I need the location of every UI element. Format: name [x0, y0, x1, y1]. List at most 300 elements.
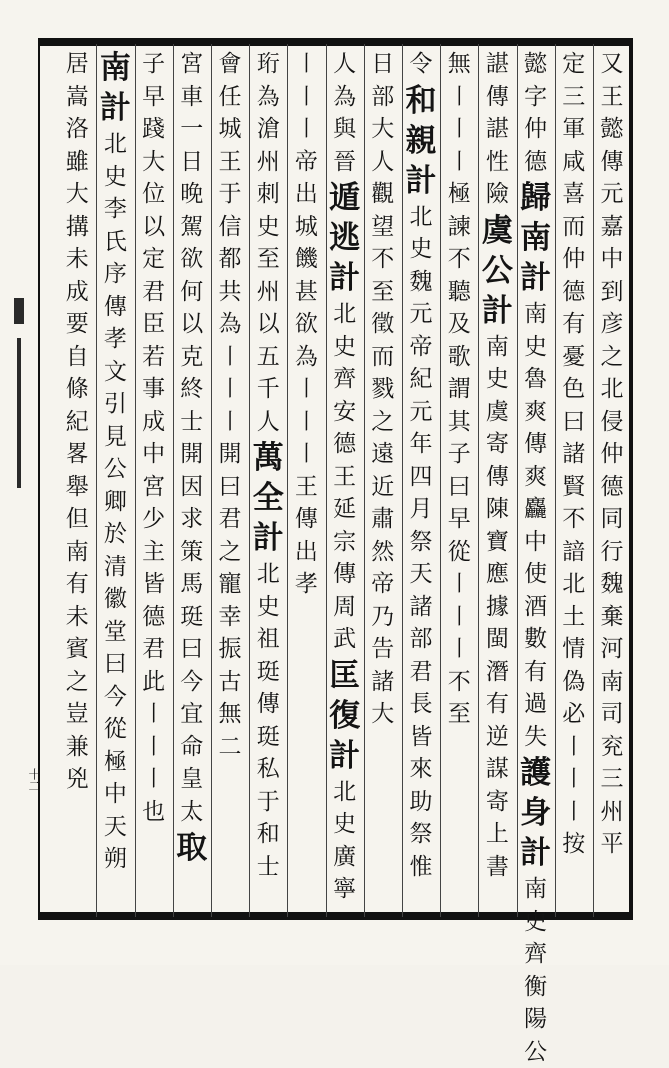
text-char: 而 [371, 341, 394, 374]
text-char: 宮 [180, 48, 203, 81]
text-char: 據 [486, 591, 509, 624]
text-char: 德 [524, 146, 547, 179]
text-char: 兇 [66, 763, 89, 796]
text-char: 曰 [180, 633, 203, 666]
column-rule [593, 44, 594, 917]
text-column [140, 48, 168, 913]
text-char: 謀 [486, 753, 509, 786]
text-char: 史 [104, 161, 127, 194]
text-char: 北 [104, 128, 127, 161]
text-char: 告 [371, 633, 394, 666]
text-char: 助 [410, 786, 433, 819]
text-char: 過 [524, 688, 547, 721]
text-char: 城 [219, 113, 242, 146]
text-char: 乃 [371, 601, 394, 634]
text-char: 北 [410, 201, 433, 234]
text-char: 月 [410, 493, 433, 526]
text-char: 終 [180, 373, 203, 406]
text-char: 陳 [486, 493, 509, 526]
text-char: 有 [66, 568, 89, 601]
text-char: 事 [142, 373, 165, 406]
text-column [560, 48, 588, 913]
text-char: 史 [257, 211, 280, 244]
text-char: 都 [219, 243, 242, 276]
text-char: 孝 [295, 568, 318, 601]
margin-mark [14, 298, 24, 324]
text-char: 傳 [333, 558, 356, 591]
text-char: 其 [448, 406, 471, 439]
text-char: 侵 [601, 406, 624, 439]
text-char: 南 [486, 331, 509, 364]
text-char: 四 [410, 461, 433, 494]
column-rule [249, 44, 250, 917]
text-char: 傳 [257, 688, 280, 721]
text-char: 仲 [601, 438, 624, 471]
text-char: 元 [410, 396, 433, 429]
text-char: 宮 [142, 471, 165, 504]
text-char: 堂 [104, 616, 127, 649]
text-char: 周 [333, 591, 356, 624]
text-char: 及 [448, 308, 471, 341]
text-char: 未 [66, 243, 89, 276]
text-char: 必 [562, 698, 585, 731]
text-char: 位 [142, 178, 165, 211]
text-char: 甚 [295, 276, 318, 309]
text-char: 南 [601, 666, 624, 699]
text-char: 〡 [562, 763, 585, 796]
text-char: 定 [142, 243, 165, 276]
text-char: 憂 [562, 341, 585, 374]
text-char: 廣 [333, 841, 356, 874]
text-char: 至 [371, 276, 394, 309]
text-char: 傳 [295, 503, 318, 536]
text-char: 曰 [219, 471, 242, 504]
text-char: 魯 [524, 363, 547, 396]
text-char: 舉 [66, 471, 89, 504]
text-char: 陽 [524, 1003, 547, 1036]
text-column [216, 48, 244, 913]
text-char: 引 [104, 388, 127, 421]
text-char: 君 [410, 656, 433, 689]
text-char: 兼 [66, 731, 89, 764]
text-char: 紀 [410, 363, 433, 396]
text-char: 元 [601, 178, 624, 211]
text-char: 曰 [562, 406, 585, 439]
text-char: 諫 [448, 211, 471, 244]
text-char: 駕 [180, 211, 203, 244]
headword-char: 和 [406, 81, 437, 121]
text-char: 近 [371, 471, 394, 504]
text-char: 帝 [295, 146, 318, 179]
text-char: 中 [142, 438, 165, 471]
text-char: 孝 [104, 323, 127, 356]
text-char: 公 [524, 1036, 547, 1068]
text-char: 為 [257, 81, 280, 114]
text-char: 以 [180, 308, 203, 341]
text-char: 〡 [219, 373, 242, 406]
text-char: 宜 [180, 698, 203, 731]
text-char: 主 [142, 536, 165, 569]
text-char: 君 [219, 503, 242, 536]
text-char: 祖 [257, 623, 280, 656]
text-column [522, 48, 550, 913]
text-char: 中 [601, 243, 624, 276]
text-char: 自 [66, 341, 89, 374]
text-char: 河 [601, 633, 624, 666]
text-char: 閩 [486, 623, 509, 656]
text-char: 車 [180, 81, 203, 114]
text-char: 棄 [601, 601, 624, 634]
text-char: 日 [180, 146, 203, 179]
text-char: 〡 [295, 373, 318, 406]
text-char: 人 [333, 48, 356, 81]
text-char: 早 [448, 503, 471, 536]
text-char: 朔 [104, 843, 127, 876]
text-char: 有 [562, 308, 585, 341]
text-char: 德 [333, 428, 356, 461]
text-column [369, 48, 397, 913]
text-char: 州 [257, 276, 280, 309]
text-char: 于 [219, 178, 242, 211]
text-char: 至 [448, 698, 471, 731]
text-char: 北 [562, 568, 585, 601]
text-char: 於 [104, 518, 127, 551]
headword-char: 取 [176, 828, 207, 868]
text-char: 南 [524, 873, 547, 906]
text-char: 帝 [371, 568, 394, 601]
text-char: 士 [257, 851, 280, 884]
text-char: 饑 [295, 243, 318, 276]
text-char: 會 [219, 48, 242, 81]
text-char: 寵 [219, 568, 242, 601]
text-char: 不 [371, 243, 394, 276]
text-char: 從 [104, 713, 127, 746]
headword-char: 虞 [482, 211, 513, 251]
text-char: 傳 [601, 146, 624, 179]
text-char: 士 [180, 406, 203, 439]
text-char: 偽 [562, 666, 585, 699]
text-char: 任 [219, 81, 242, 114]
text-char: 史 [333, 331, 356, 364]
text-char: 諸 [371, 666, 394, 699]
column-rule [364, 44, 365, 917]
text-char: 至 [257, 243, 280, 276]
text-char: 欲 [295, 308, 318, 341]
text-char: 皆 [142, 568, 165, 601]
text-char: 寄 [486, 428, 509, 461]
text-char: 策 [180, 536, 203, 569]
text-char: 德 [601, 471, 624, 504]
headword-char: 南 [100, 48, 131, 88]
column-rule [173, 44, 174, 917]
text-column [483, 48, 511, 913]
text-char: 求 [180, 503, 203, 536]
text-char: 肅 [371, 503, 394, 536]
text-char: 上 [486, 818, 509, 851]
text-char: 曰 [448, 471, 471, 504]
text-char: 子 [448, 438, 471, 471]
text-char: 王 [601, 81, 624, 114]
text-column [292, 48, 320, 913]
text-char: 君 [142, 633, 165, 666]
text-char: 酒 [524, 591, 547, 624]
text-char: 〡 [448, 113, 471, 146]
text-char: 君 [142, 276, 165, 309]
headword-char: 匡 [329, 656, 360, 696]
text-char: 之 [219, 536, 242, 569]
headword-char: 計 [406, 161, 437, 201]
text-char: 珽 [257, 656, 280, 689]
text-char: 〡 [448, 601, 471, 634]
text-char: 要 [66, 308, 89, 341]
text-char: 而 [562, 211, 585, 244]
text-char: 傳 [524, 428, 547, 461]
text-char: 情 [562, 633, 585, 666]
text-char: 出 [295, 178, 318, 211]
text-char: 為 [333, 81, 356, 114]
text-char: 之 [601, 341, 624, 374]
column-rule [440, 44, 441, 917]
text-char: 祭 [410, 526, 433, 559]
text-char: 畧 [66, 438, 89, 471]
text-char: 克 [180, 341, 203, 374]
text-char: 城 [295, 211, 318, 244]
text-char: 齊 [333, 363, 356, 396]
text-char: 出 [295, 536, 318, 569]
text-char: 開 [219, 438, 242, 471]
text-char: 若 [142, 341, 165, 374]
text-char: 嵩 [66, 81, 89, 114]
text-char: 觀 [371, 178, 394, 211]
text-char: 使 [524, 558, 547, 591]
headword-char: 計 [329, 258, 360, 298]
text-char: 皆 [410, 721, 433, 754]
text-char: 史 [333, 808, 356, 841]
text-char: 惟 [410, 851, 433, 884]
text-char: 性 [486, 146, 509, 179]
text-char: 仲 [524, 113, 547, 146]
text-char: 欲 [180, 243, 203, 276]
text-char: 定 [562, 48, 585, 81]
headword-char: 南 [520, 218, 551, 258]
text-char: 居 [66, 48, 89, 81]
text-char: 何 [180, 276, 203, 309]
text-char: 大 [371, 698, 394, 731]
text-char: 來 [410, 753, 433, 786]
text-char: 諸 [562, 438, 585, 471]
text-char: 〡 [562, 731, 585, 764]
text-column [101, 48, 129, 913]
headword-char: 公 [482, 251, 513, 291]
text-char: 信 [219, 211, 242, 244]
text-char: 字 [524, 81, 547, 114]
text-char: 州 [601, 796, 624, 829]
text-char: 逆 [486, 721, 509, 754]
text-char: 〡 [142, 763, 165, 796]
text-char: 中 [104, 778, 127, 811]
headword-char: 遁 [329, 178, 360, 218]
headword-char: 計 [482, 291, 513, 331]
text-char: 史 [524, 331, 547, 364]
headword-char: 計 [329, 736, 360, 776]
text-char: 年 [410, 428, 433, 461]
text-char: 戮 [371, 373, 394, 406]
text-char: 滄 [257, 113, 280, 146]
text-char: 因 [180, 471, 203, 504]
text-char: 條 [66, 373, 89, 406]
text-char: 祭 [410, 818, 433, 851]
text-char: 于 [257, 786, 280, 819]
text-char: 行 [601, 536, 624, 569]
text-char: 大 [66, 178, 89, 211]
text-char: 傳 [486, 461, 509, 494]
text-char: 為 [219, 308, 242, 341]
text-char: 喜 [562, 178, 585, 211]
text-char: 潛 [486, 656, 509, 689]
column-rule [211, 44, 212, 917]
text-char: 北 [333, 298, 356, 331]
text-char: 之 [371, 406, 394, 439]
text-char: 紀 [66, 406, 89, 439]
text-char: 為 [295, 341, 318, 374]
text-char: 魏 [410, 266, 433, 299]
text-char: 賢 [562, 471, 585, 504]
text-char: 雖 [66, 146, 89, 179]
text-char: 〡 [448, 633, 471, 666]
text-char: 書 [486, 851, 509, 884]
text-char: 失 [524, 721, 547, 754]
text-char: 元 [410, 298, 433, 331]
text-char: 〡 [448, 146, 471, 179]
text-column [254, 48, 282, 913]
text-char: 但 [66, 503, 89, 536]
text-column [63, 48, 91, 913]
column-rule [96, 44, 97, 917]
text-char: 北 [257, 558, 280, 591]
column-rule [555, 44, 556, 917]
text-char: 之 [66, 666, 89, 699]
text-char: 〡 [295, 406, 318, 439]
text-char: 部 [371, 81, 394, 114]
text-char: 咸 [562, 146, 585, 179]
text-char: 史 [257, 591, 280, 624]
text-char: 延 [333, 493, 356, 526]
text-char: 長 [410, 688, 433, 721]
column-rule [326, 44, 327, 917]
text-char: 謂 [448, 373, 471, 406]
text-char: 共 [219, 276, 242, 309]
headword-char: 計 [520, 258, 551, 298]
text-char: 王 [295, 471, 318, 504]
text-char: 人 [371, 146, 394, 179]
text-char: 諶 [486, 48, 509, 81]
text-char: 成 [142, 406, 165, 439]
text-char: 〡 [295, 113, 318, 146]
text-char: 馬 [180, 568, 203, 601]
text-column [598, 48, 626, 913]
text-char: 以 [257, 308, 280, 341]
headword-char: 復 [329, 696, 360, 736]
text-char: 曰 [104, 648, 127, 681]
text-char: 卿 [104, 486, 127, 519]
text-char: 然 [371, 536, 394, 569]
text-char: 幸 [219, 601, 242, 634]
text-char: 德 [142, 601, 165, 634]
text-char: 千 [257, 373, 280, 406]
text-char: 土 [562, 601, 585, 634]
text-char: 徵 [371, 308, 394, 341]
headword-char: 計 [253, 518, 284, 558]
headword-char: 護 [520, 753, 551, 793]
text-char: 〡 [219, 406, 242, 439]
text-char: 嘉 [601, 211, 624, 244]
text-char: 德 [562, 276, 585, 309]
text-char: 文 [104, 356, 127, 389]
text-char: 搆 [66, 211, 89, 244]
text-char: 極 [104, 746, 127, 779]
text-char: 色 [562, 373, 585, 406]
text-char: 今 [180, 666, 203, 699]
text-char: 齊 [524, 938, 547, 971]
text-char: 寄 [486, 786, 509, 819]
text-char: 皇 [180, 763, 203, 796]
text-char: 未 [66, 601, 89, 634]
text-char: 私 [257, 753, 280, 786]
column-rule [287, 44, 288, 917]
text-char: 彦 [601, 308, 624, 341]
text-char: 聽 [448, 276, 471, 309]
text-char: 三 [601, 763, 624, 796]
text-char: 今 [104, 681, 127, 714]
text-char: 武 [333, 623, 356, 656]
text-char: 諶 [486, 113, 509, 146]
text-char: 豈 [66, 698, 89, 731]
text-char: 按 [562, 828, 585, 861]
text-char: 遠 [371, 438, 394, 471]
text-char: 珽 [257, 721, 280, 754]
text-column [178, 48, 206, 913]
text-char: 子 [142, 48, 165, 81]
text-char: 帝 [410, 331, 433, 364]
text-char: 魏 [601, 568, 624, 601]
text-char: 賓 [66, 633, 89, 666]
text-char: 兖 [601, 731, 624, 764]
text-char: 一 [180, 113, 203, 146]
text-char: 王 [219, 146, 242, 179]
text-char: 天 [410, 558, 433, 591]
text-char: 日 [371, 48, 394, 81]
headword-char: 計 [100, 88, 131, 128]
text-char: 洛 [66, 113, 89, 146]
text-char: 晚 [180, 178, 203, 211]
headword-char: 全 [253, 478, 284, 518]
text-char: 有 [524, 656, 547, 689]
text-char: 踐 [142, 113, 165, 146]
headword-char: 親 [406, 121, 437, 161]
text-char: 氏 [104, 226, 127, 259]
text-char: 此 [142, 666, 165, 699]
text-char: 珽 [180, 601, 203, 634]
text-char: 麤 [524, 493, 547, 526]
text-char: 見 [104, 421, 127, 454]
text-column [407, 48, 435, 913]
text-char: 〡 [448, 81, 471, 114]
text-char: 從 [448, 536, 471, 569]
text-char: 臣 [142, 308, 165, 341]
text-char: 晉 [333, 146, 356, 179]
text-char: 仲 [562, 243, 585, 276]
text-char: 寧 [333, 873, 356, 906]
